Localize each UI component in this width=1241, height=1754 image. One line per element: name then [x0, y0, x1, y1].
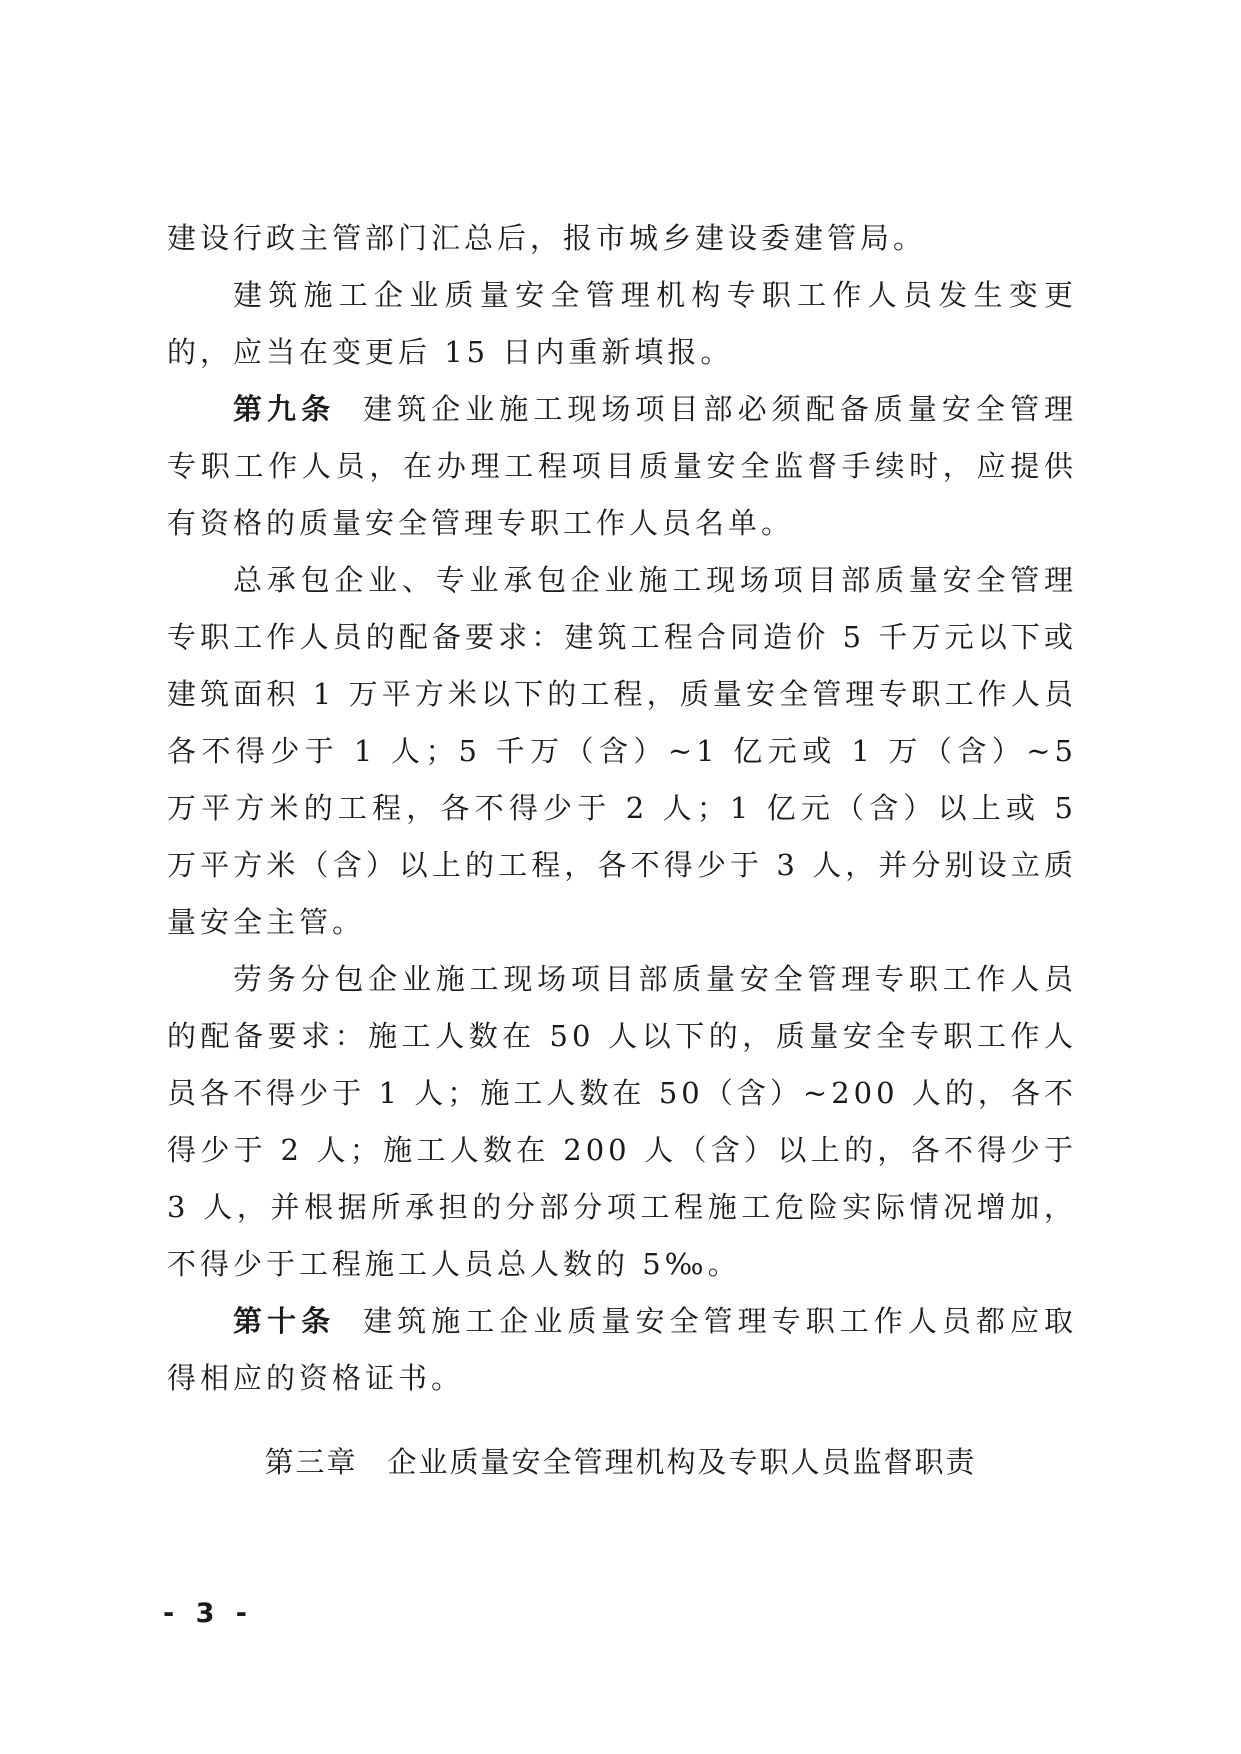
- article-number: 第十条: [233, 1304, 336, 1338]
- paragraph-general-contractor: 总承包企业、专业承包企业施工现场项目部质量安全管理专职工作人员的配备要求：建筑工程合同造价 5 千万元以下或建筑面积 1 万平方米以下的工程，质量安全管理专职工作人员各不得少于 1 人；5 千万（含）~1 亿元或 1 万（含）~5 万平方米的工程，各不得少于 2 人；1 亿元（含）以上或 5 万平方米（含）以上的工程，各不得少于 3 人，并分别设立质量安全主管。: [167, 563, 1077, 939]
- paragraph-article-10: [167, 1293, 1077, 1407]
- chapter-heading: [0, 1440, 1241, 1481]
- paragraph-article-9: [167, 381, 1077, 552]
- article-number: 第九条: [233, 392, 336, 426]
- chapter-title: 企业质量安全管理机构及专职人员监督职责: [387, 1445, 977, 1479]
- chapter-number: 第三章: [264, 1445, 358, 1479]
- article-text: 建筑企业施工现场项目部必须配备质量安全管理专职工作人员，在办理工程项目质量安全监督手续时，应提供有资格的质量安全管理专职工作人员名单。: [167, 392, 1077, 540]
- paragraph-labor-subcontract: 劳务分包企业施工现场项目部质量安全管理专职工作人员的配备要求：施工人数在 50 人以下的，质量安全专职工作人员各不得少于 1 人；施工人数在 50（含）~200 人的，各不得少于 2 人；施工人数在 200 人（含）以上的，各不得少于 3 人，并根据所承担的分部分项工程施工危险实际情况增加，不得少于工程施工人员总人数的 5‰。: [167, 962, 1077, 1281]
- paragraph-staff-change: 建筑施工企业质量安全管理机构专职工作人员发生变更的，应当在变更后 15 日内重新填报。: [167, 278, 1077, 369]
- body-text: [167, 210, 1077, 1407]
- paragraph-continuation: 建设行政主管部门汇总后，报市城乡建设委建管局。: [167, 221, 927, 255]
- page-number: - 3 -: [163, 1598, 253, 1629]
- article-text: 建筑施工企业质量安全管理专职工作人员都应取得相应的资格证书。: [167, 1304, 1077, 1395]
